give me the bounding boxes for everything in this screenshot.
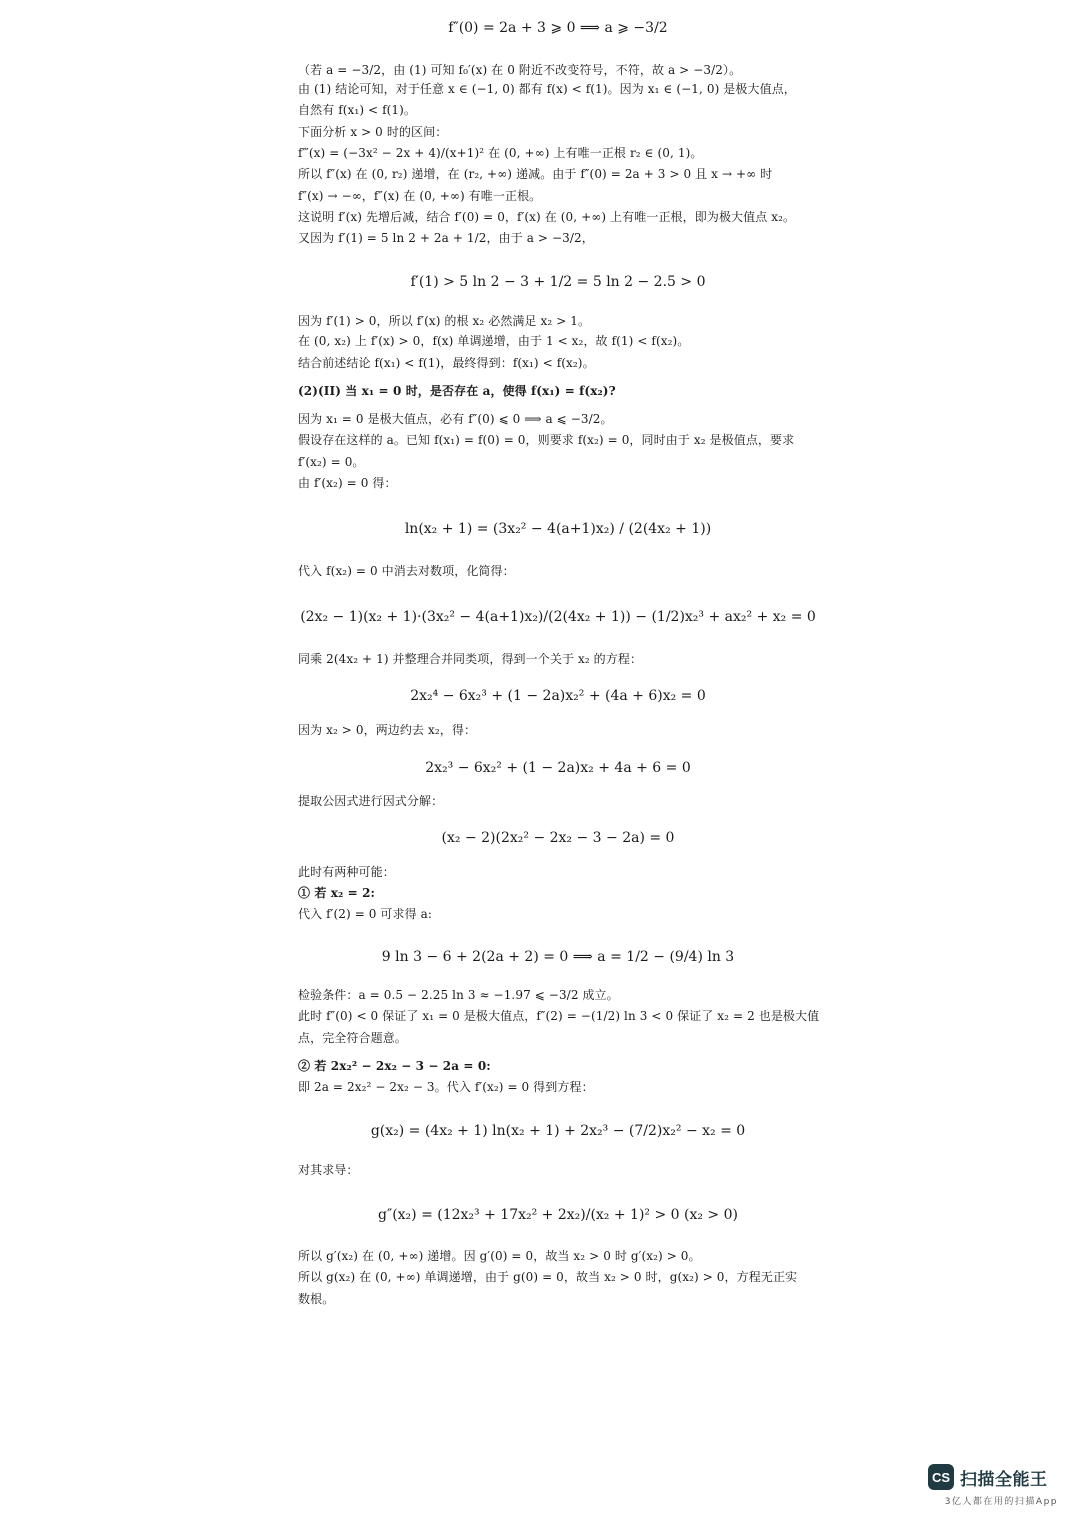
text-line: 所以 g(x₂) 在 (0, +∞) 单调递增，由于 g(0) = 0，故当 x₂ > 0 时，g(x₂) > 0，方程无正实 [298,1270,798,1284]
equation-line: ln(x₂ + 1) = (3x₂² − 4(a+1)x₂) / (2(4x₂ + 1)) [404,521,712,537]
text-line: 代入 f′(2) = 0 可求得 a: [298,907,433,921]
equation-line: f″(0) = 2a + 3 ⩾ 0 ⟹ a ⩾ −3/2 [448,20,668,36]
text-line: 因为 x₁ = 0 是极大值点，必有 f″(0) ⩽ 0 ⟹ a ⩽ −3/2。 [298,412,613,426]
text-line: 由 (1) 结论可知，对于任意 x ∈ (−1, 0) 都有 f(x) < f(1)。因为 x₁ ∈ (−1, 0) 是极大值点， [298,82,796,96]
equation-line: 2x₂⁴ − 6x₂³ + (1 − 2a)x₂² + (4a + 6)x₂ = 0 [410,688,706,704]
text-line: 假设存在这样的 a。已知 f(x₁) = f(0) = 0，则要求 f(x₂) = 0，同时由于 x₂ 是极值点，要求 [298,433,795,447]
equation-line: (2x₂ − 1)(x₂ + 1)·(3x₂² − 4(a+1)x₂)/(2(4x₂ + 1)) − (1/2)x₂³ + ax₂² + x₂ = 0 [300,609,816,625]
text-line: f‴(x) = (−3x² − 2x + 4)/(x+1)² 在 (0, +∞) 上有唯一正根 r₂ ∈ (0, 1)。 [298,146,703,160]
text-line: 即 2a = 2x₂² − 2x₂ − 3。代入 f′(x₂) = 0 得到方程： [298,1080,594,1094]
text-line: 结合前述结论 f(x₁) < f(1)，最终得到：f(x₁) < f(x₂)。 [298,356,595,370]
text-line: 由 f′(x₂) = 0 得： [298,476,397,490]
text-line: 在 (0, x₂) 上 f′(x) > 0，f(x) 单调递增，由于 1 < x₂，故 f(1) < f(x₂)。 [298,334,690,348]
watermark-brand [928,1464,1058,1490]
text-line: 此时有两种可能： [298,865,395,879]
text-line: 所以 f″(x) 在 (0, r₂) 递增，在 (r₂, +∞) 递减。由于 f″(0) = 2a + 3 > 0 且 x → +∞ 时 [298,167,773,181]
watermark-app-name: 扫描全能王 [960,1469,1048,1490]
text-line: f′(x₂) = 0。 [298,455,365,469]
equation-line: g″(x₂) = (12x₂³ + 17x₂² + 2x₂)/(x₂ + 1)² > 0 (x₂ > 0) [378,1207,738,1223]
text-line: 下面分析 x > 0 时的区间： [298,125,448,139]
text-line: 提取公因式进行因式分解： [298,794,444,808]
section-heading: (2)(II) 当 x₁ = 0 时，是否存在 a，使得 f(x₁) = f(x₂)? [298,384,616,398]
text-line: 这说明 f′(x) 先增后减，结合 f′(0) = 0，f′(x) 在 (0, +∞) 上有唯一正根，即为极大值点 x₂。 [298,210,796,224]
text-line: 同乘 2(4x₂ + 1) 并整理合并同类项，得到一个关于 x₂ 的方程： [298,652,643,666]
watermark-tagline: 3亿人都在用的扫描App [944,1497,1058,1507]
equation-line: g(x₂) = (4x₂ + 1) ln(x₂ + 1) + 2x₂³ − (7/2)x₂² − x₂ = 0 [370,1123,746,1139]
text-line: 此时 f″(0) < 0 保证了 x₁ = 0 是极大值点，f″(2) = −(1/2) ln 3 < 0 保证了 x₂ = 2 也是极大值 [298,1009,820,1023]
camscanner-logo-icon: CS [928,1464,954,1490]
text-line: 检验条件：a = 0.5 − 2.25 ln 3 ≈ −1.97 ⩽ −3/2 成立。 [298,988,619,1002]
equation-line: f′(1) > 5 ln 2 − 3 + 1/2 = 5 ln 2 − 2.5 > 0 [410,274,706,290]
text-line: （若 a = −3/2，由 (1) 可知 f₀′(x) 在 0 附近不改变符号，不符，故 a > −3/2）。 [298,63,742,77]
text-line: 代入 f(x₂) = 0 中消去对数项，化简得： [298,564,515,578]
text-line: 自然有 f(x₁) < f(1)。 [298,103,417,117]
scanner-watermark [928,1464,1058,1507]
case-heading: ② 若 2x₂² − 2x₂ − 3 − 2a = 0: [298,1059,491,1073]
text-line: 又因为 f′(1) = 5 ln 2 + 2a + 1/2，由于 a > −3/2， [298,231,594,245]
equation-line: (x₂ − 2)(2x₂² − 2x₂ − 3 − 2a) = 0 [441,830,675,846]
equation-line: 9 ln 3 − 6 + 2(2a + 2) = 0 ⟹ a = 1/2 − (9/4) ln 3 [381,949,735,965]
text-line: 所以 g′(x₂) 在 (0, +∞) 递增。因 g′(0) = 0，故当 x₂ > 0 时 g′(x₂) > 0。 [298,1249,701,1263]
text-line: 因为 f′(1) > 0，所以 f′(x) 的根 x₂ 必然满足 x₂ > 1。 [298,314,591,328]
text-line: 点，完全符合题意。 [298,1031,407,1045]
case-heading: ① 若 x₂ = 2: [298,886,376,900]
text-line: f″(x) → −∞，f″(x) 在 (0, +∞) 有唯一正根。 [298,189,542,203]
equation-line: 2x₂³ − 6x₂² + (1 − 2a)x₂ + 4a + 6 = 0 [425,760,691,776]
text-line: 对其求导： [298,1163,359,1177]
text-line: 因为 x₂ > 0，两边约去 x₂，得： [298,723,477,737]
text-line: 数根。 [298,1292,335,1306]
